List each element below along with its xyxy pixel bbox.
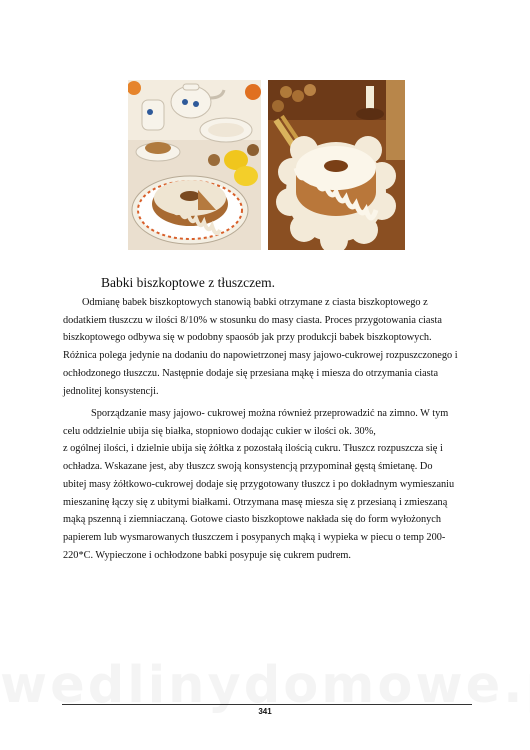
- section-heading: Babki biszkoptowe z tłuszczem.: [101, 275, 275, 290]
- paragraph-line: ochładza. Wskazane jest, aby tłuszcz swoją konsystencją przypominał gęstą śmietanę. Do: [63, 461, 433, 473]
- paragraph-line: celu oddzielnie ubija się białka, stopniowo dodając cukier w ilości ok. 30%,: [63, 425, 376, 437]
- photo-tea-set-illustration: [128, 80, 261, 250]
- page-number: 341: [258, 707, 272, 716]
- photo-iced-ring-cake: [268, 80, 405, 250]
- footer-divider: [62, 704, 472, 705]
- paragraph-1: [63, 294, 477, 400]
- paragraph-line: Odmianę babek biszkoptowych stanowią babki otrzymane z ciasta biszkoptowego z: [82, 297, 428, 308]
- paragraph-line: mąką pszenną i ziemniaczaną. Gotowe ciasto biszkoptowe nakłada się do form wyłożonych: [63, 514, 441, 526]
- paragraph-line: ochłodzonego tłuszczu. Następnie dodaje się przesiana mąkę i miesza do otrzymania ciasta: [63, 367, 439, 379]
- paragraph-line: papierem lub wysmarowanych tłuszczem i posypanych mąką i wypieka w piecu o temp 200-: [63, 531, 446, 543]
- paragraph-line: Różnica polega jedynie na dodaniu do napowietrzonej masy jajowo-cukrowej rozpuszczonego i: [63, 350, 458, 362]
- paragraph-line: ubitej masy żółtkowo-cukrowej dodaje się przygotowany tłuszcz i po dokładnym wymieszaniu: [63, 478, 455, 490]
- photo-tea-set-with-cake: [128, 80, 261, 250]
- paragraph-line: biszkoptowego odbywa się w podobny spaosób jak przy produkcji babek biszkoptowych.: [63, 332, 432, 344]
- paragraph-line: 220*C. Wypieczone i ochłodzone babki posypuje się cukrem pudrem.: [63, 549, 352, 561]
- photo-ring-cake-illustration: [268, 80, 405, 250]
- paragraph-line: dodatkiem tłuszczu w ilości 8/10% w stosunku do masy ciasta. Proces przygotowania ciasta: [63, 314, 442, 326]
- paragraph-line: jednolitej konsystencji.: [63, 385, 159, 397]
- paragraph-line: z ogólnej ilości, i dzielnie ubija się żółtka z pozostałą ilością cukru. Tłuszcz rozpuszcza się i: [63, 443, 443, 455]
- paragraph-2: [63, 405, 477, 564]
- paragraph-line: mieszaninę łączy się z ubitymi białkami. Otrzymana masę miesza się z przesianą i zmieszaną: [63, 496, 448, 508]
- paragraph-line: Sporządzanie masy jajowo- cukrowej można również przeprowadzić na zimno. W tym: [91, 408, 449, 419]
